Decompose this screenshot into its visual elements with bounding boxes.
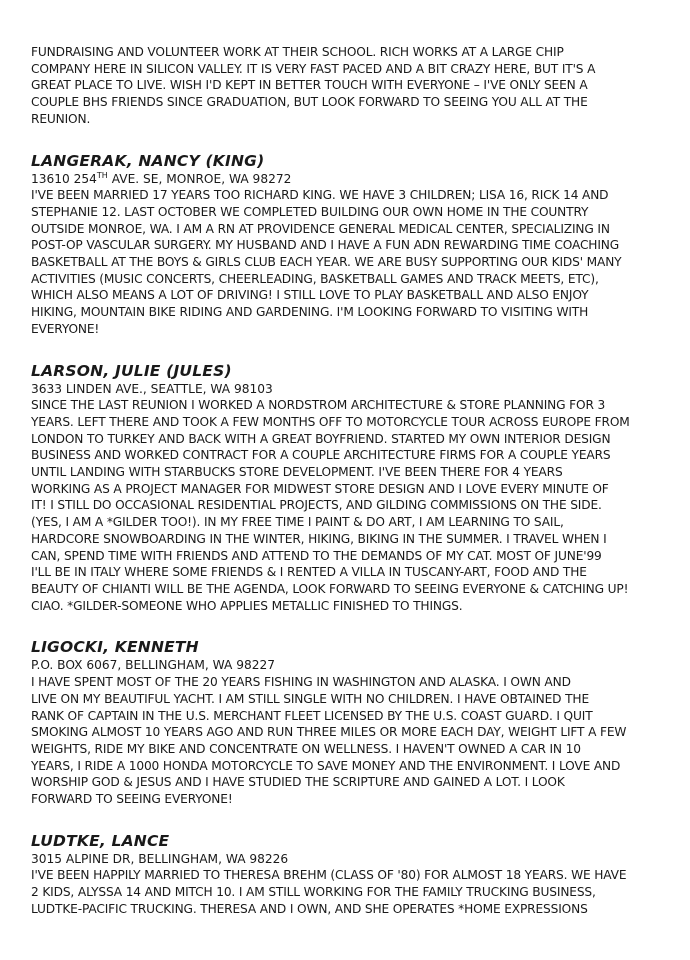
text-line: LONDON TO TURKEY AND BACK WITH A GREAT BOYFRIEND. STARTED MY OWN INTERIOR DESIGN (31, 431, 611, 446)
text-line: REUNION. (31, 111, 91, 126)
intro-paragraph (31, 44, 681, 128)
text-line: WHICH ALSO MEANS A LOT OF DRIVING! I STILL LOVE TO PLAY BASKETBALL AND ALSO ENJOY (31, 288, 589, 303)
address-part: 13610 254 (31, 171, 97, 186)
entry-address: P.O. BOX 6067, BELLINGHAM, WA 98227 (31, 658, 276, 673)
text-line: GREAT PLACE TO LIVE. WISH I'D KEPT IN BETTER TOUCH WITH EVERYONE – I'VE ONLY SEEN A (31, 78, 588, 93)
text-line: RANK OF CAPTAIN IN THE U.S. MERCHANT FLEET LICENSED BY THE U.S. COAST GUARD. I QUIT (31, 708, 593, 723)
text-line: EVERYONE! (31, 321, 100, 336)
text-line: SINCE THE LAST REUNION I WORKED A NORDSTROM ARCHITECTURE & STORE PLANNING FOR 3 (31, 398, 606, 413)
text-line: 2 KIDS, ALYSSA 14 AND MITCH 10. I AM STILL WORKING FOR THE FAMILY TRUCKING BUSINESS, (31, 885, 596, 900)
text-line: OUTSIDE MONROE, WA. I AM A RN AT PROVIDENCE GENERAL MEDICAL CENTER, SPECIALIZING IN (31, 221, 610, 236)
text-line: YEARS. LEFT THERE AND TOOK A FEW MONTHS OFF TO MOTORCYCLE TOUR ACROSS EUROPE FROM (31, 414, 630, 429)
text-line: LUDTKE-PACIFIC TRUCKING. THERESA AND I OWN, AND SHE OPERATES *HOME EXPRESSIONS (31, 901, 588, 916)
text-line: COMPANY HERE IN SILICON VALLEY. IT IS VERY FAST PACED AND A BIT CRAZY HERE, BUT IT'S A (31, 61, 596, 76)
document-page (31, 44, 681, 918)
text-line: CIAO. *GILDER-SOMEONE WHO APPLIES METALLIC FINISHED TO THINGS. (31, 598, 463, 613)
entry-name: LIGOCKI, KENNETH (31, 638, 199, 657)
text-line: FUNDRAISING AND VOLUNTEER WORK AT THEIR SCHOOL. RICH WORKS AT A LARGE CHIP (31, 45, 564, 59)
text-line: I HAVE SPENT MOST OF THE 20 YEARS FISHING IN WASHINGTON AND ALASKA. I OWN AND (31, 675, 571, 690)
address-part: AVE. SE, MONROE, WA 98272 (107, 171, 292, 186)
entry-larson (31, 362, 681, 615)
entry-address: 3015 ALPINE DR, BELLINGHAM, WA 98226 (31, 851, 289, 866)
text-line: IT! I STILL DO OCCASIONAL RESIDENTIAL PROJECTS, AND GILDING COMMISSIONS ON THE SIDE. (31, 498, 602, 513)
entry-address: 3633 LINDEN AVE., SEATTLE, WA 98103 (31, 381, 273, 396)
text-line: I'VE BEEN MARRIED 17 YEARS TOO RICHARD KING. WE HAVE 3 CHILDREN; LISA 16, RICK 14 AND (31, 188, 609, 203)
entry-body (31, 187, 681, 337)
text-line: WORKING AS A PROJECT MANAGER FOR MIDWEST STORE DESIGN AND I LOVE EVERY MINUTE OF (31, 481, 609, 496)
text-line: WEIGHTS, RIDE MY BIKE AND CONCENTRATE ON WELLNESS. I HAVEN'T OWNED A CAR IN 10 (31, 741, 581, 756)
text-line: I'VE BEEN HAPPILY MARRIED TO THERESA BREHM (CLASS OF '80) FOR ALMOST 18 YEARS. WE HAVE (31, 868, 627, 883)
text-line: HARDCORE SNOWBOARDING IN THE WINTER, HIKING, BIKING IN THE SUMMER. I TRAVEL WHEN I (31, 531, 607, 546)
entry-body (31, 397, 681, 614)
entry-body (31, 867, 681, 917)
text-line: ACTIVITIES (MUSIC CONCERTS, CHEERLEADING, BASKETBALL GAMES AND TRACK MEETS, ETC), (31, 271, 599, 286)
entry-name: LANGERAK, NANCY (KING) (31, 151, 265, 170)
text-line: UNTIL LANDING WITH STARBUCKS STORE DEVELOPMENT. I'VE BEEN THERE FOR 4 YEARS (31, 465, 563, 480)
text-line: SMOKING ALMOST 10 YEARS AGO AND RUN THREE MILES OR MORE EACH DAY, WEIGHT LIFT A FEW (31, 725, 627, 740)
text-line: COUPLE BHS FRIENDS SINCE GRADUATION, BUT LOOK FORWARD TO SEEING YOU ALL AT THE (31, 95, 588, 110)
text-line: BUSINESS AND WORKED CONTRACT FOR A COUPLE ARCHITECTURE FIRMS FOR A COUPLE YEARS (31, 448, 611, 463)
entry-name: LARSON, JULIE (JULES) (31, 361, 232, 380)
text-line: WORSHIP GOD & JESUS AND I HAVE STUDIED THE SCRIPTURE AND GAINED A LOT. I LOOK (31, 775, 565, 790)
entry-body (31, 674, 681, 808)
entry-langerak (31, 152, 681, 338)
address-superscript: TH (96, 170, 108, 180)
text-line: FORWARD TO SEEING EVERYONE! (31, 792, 233, 807)
text-line: BEAUTY OF CHIANTI WILL BE THE AGENDA, LOOK FORWARD TO SEEING EVERYONE & CATCHING UP! (31, 581, 629, 596)
text-line: BASKETBALL AT THE BOYS & GIRLS CLUB EACH YEAR. WE ARE BUSY SUPPORTING OUR KIDS' MANY (31, 255, 622, 270)
text-line: HIKING, MOUNTAIN BIKE RIDING AND GARDENING. I'M LOOKING FORWARD TO VISITING WITH (31, 305, 589, 320)
text-line: STEPHANIE 12. LAST OCTOBER WE COMPLETED BUILDING OUR OWN HOME IN THE COUNTRY (31, 204, 589, 219)
text-line: YEARS, I RIDE A 1000 HONDA MOTORCYCLE TO SAVE MONEY AND THE ENVIRONMENT. I LOVE AND (31, 758, 621, 773)
text-line: POST-OP VASCULAR SURGERY. MY HUSBAND AND I HAVE A FUN ADN REWARDING TIME COACHING (31, 238, 620, 253)
text-line: LIVE ON MY BEAUTIFUL YACHT. I AM STILL SINGLE WITH NO CHILDREN. I HAVE OBTAINED THE (31, 691, 589, 706)
entry-ligocki (31, 638, 681, 807)
entry-name: LUDTKE, LANCE (31, 831, 170, 850)
text-line: I'LL BE IN ITALY WHERE SOME FRIENDS & I RENTED A VILLA IN TUSCANY-ART, FOOD AND THE (31, 565, 587, 580)
text-line: (YES, I AM A *GILDER TOO!). IN MY FREE TIME I PAINT & DO ART, I AM LEARNING TO SAIL, (31, 515, 564, 530)
entry-address (31, 171, 681, 188)
text-line: CAN, SPEND TIME WITH FRIENDS AND ATTEND TO THE DEMANDS OF MY CAT. MOST OF JUNE'99 (31, 548, 602, 563)
entry-ludtke (31, 832, 681, 918)
